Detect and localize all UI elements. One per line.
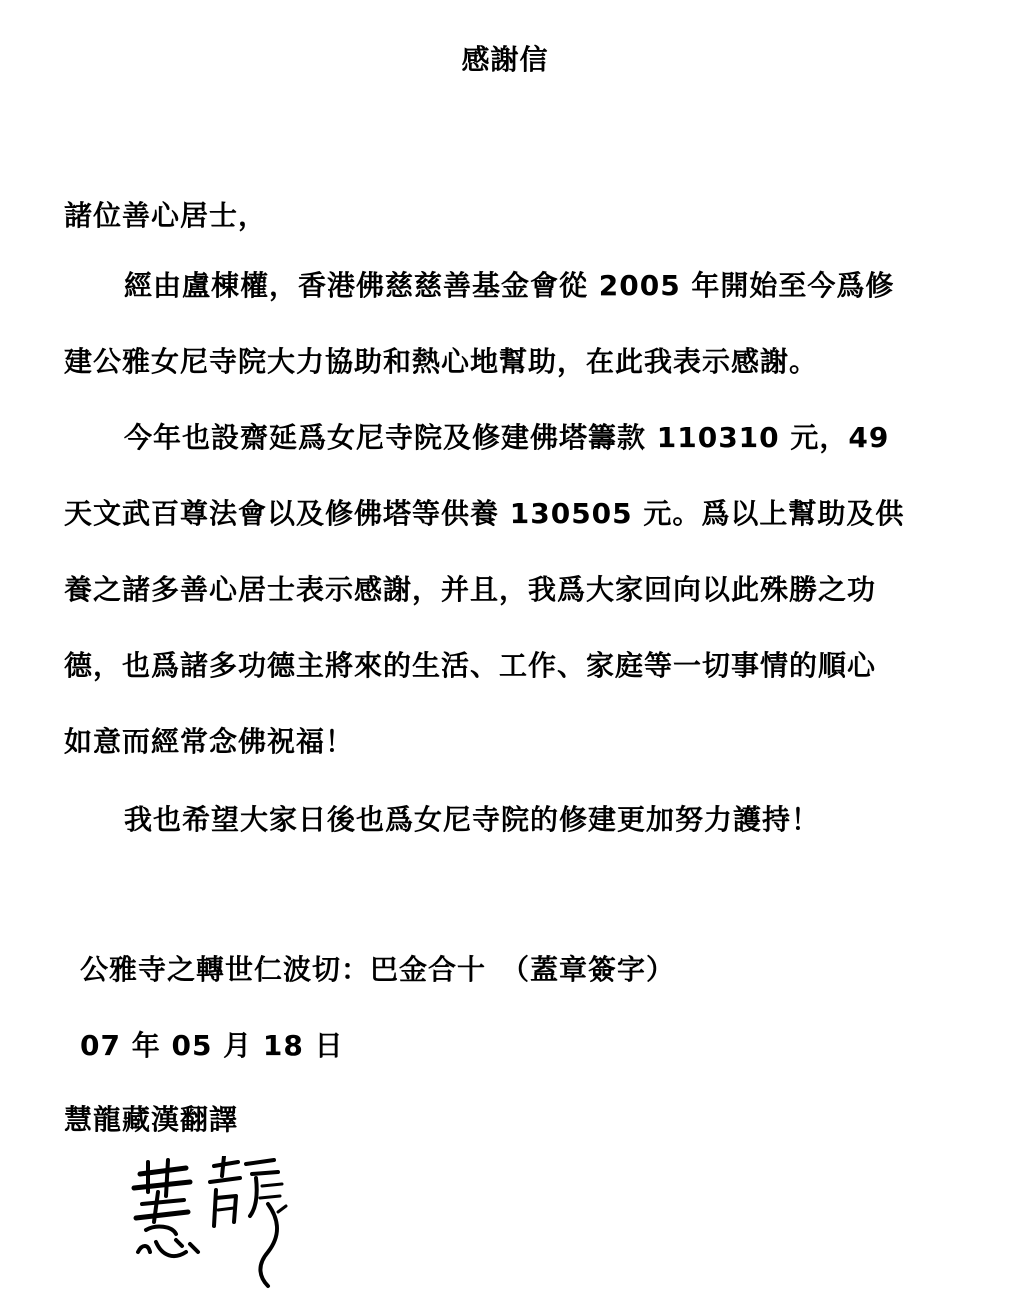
paragraph-2-line-2: 天文武百尊法會以及修佛塔等供養 130505 元。爲以上幫助及供 [64, 497, 905, 530]
paragraph-1-line-2: 建公雅女尼寺院大力協助和熱心地幫助，在此我表示感謝。 [64, 345, 819, 378]
paragraph-2-line-5: 如意而經常念佛祝福！ [64, 725, 355, 758]
salutation: 諸位善心居士， [64, 199, 268, 232]
date-line: 07 年 05 月 18 日 [80, 1029, 344, 1062]
translator-line: 慧龍藏漢翻譯 [64, 1103, 239, 1136]
paragraph-2-line-4: 德，也爲諸多功德主將來的生活、工作、家庭等一切事情的順心 [64, 649, 877, 682]
signer-line: 公雅寺之轉世仁波切：巴金合十 （蓋章簽字） [80, 953, 676, 986]
paragraph-2-line-3: 養之諸多善心居士表示感謝，并且，我爲大家回向以此殊勝之功 [64, 573, 877, 606]
handwritten-signature-image [128, 1156, 298, 1291]
paragraph-2-line-1: 今年也設齋延爲女尼寺院及修建佛塔籌款 110310 元，49 [124, 421, 890, 454]
letter-title: 感謝信 [461, 43, 549, 76]
paragraph-1-line-1: 經由盧棟權，香港佛慈慈善基金會從 2005 年開始至今爲修 [124, 269, 895, 302]
paragraph-3-line-1: 我也希望大家日後也爲女尼寺院的修建更加努力護持！ [124, 803, 821, 836]
